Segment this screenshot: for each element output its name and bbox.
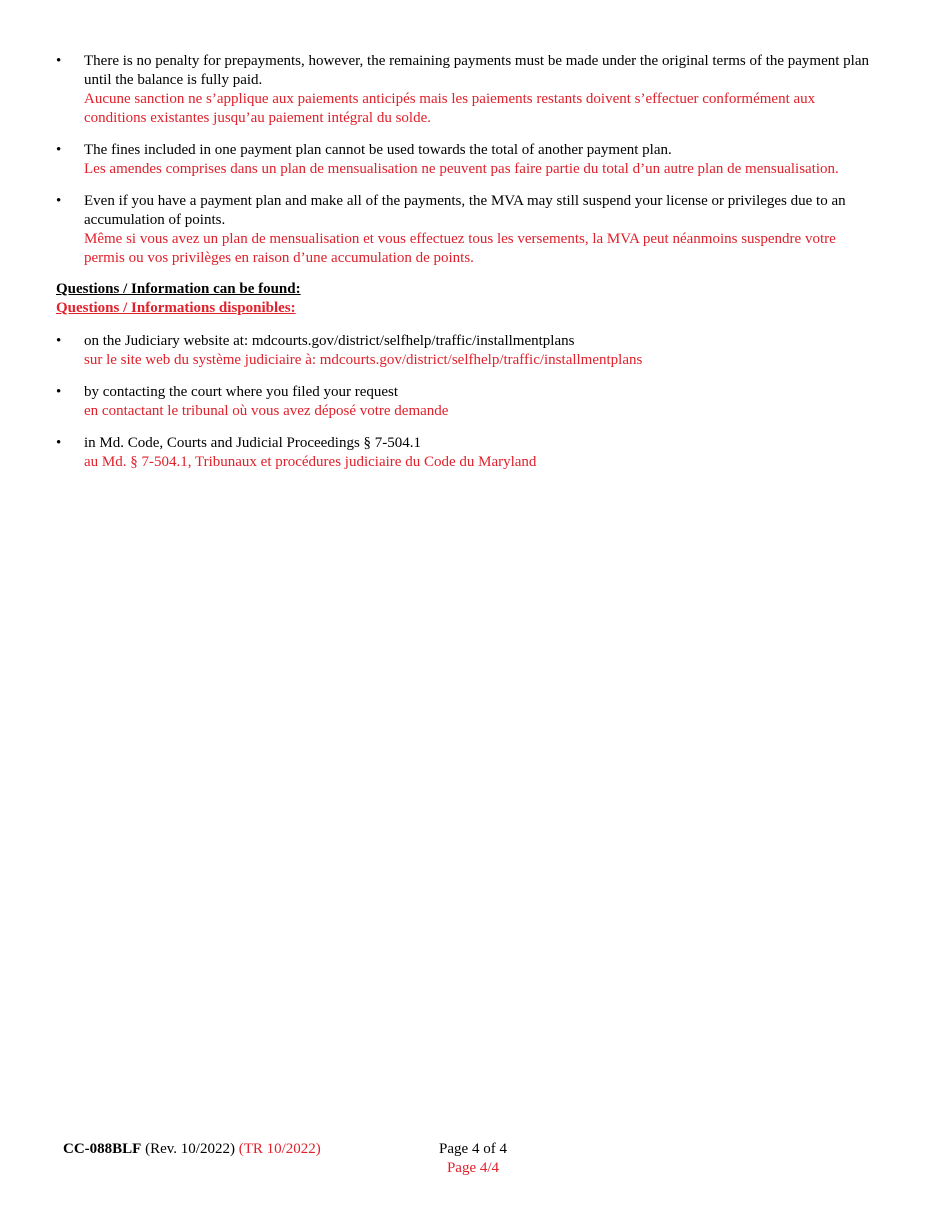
bullet-text-en: There is no penalty for prepayments, however, the remaining payments must be made under the original terms of the payment plan until the balance is fully paid. bbox=[84, 53, 869, 88]
bullet-item-fines bbox=[56, 141, 871, 179]
bullet-item-prepayment bbox=[56, 52, 871, 128]
page-number-en: Page 4 of 4 bbox=[439, 1141, 507, 1157]
bullet-item-contact-court bbox=[56, 383, 871, 421]
bullet-icon: • bbox=[56, 435, 62, 451]
bullet-text-en: The fines included in one payment plan cannot be used towards the total of another payment plan. bbox=[84, 142, 672, 158]
bullet-text-fr: au Md. § 7-504.1, Tribunaux et procédures judiciaire du Code du Maryland bbox=[84, 454, 537, 470]
bullet-text-en: on the Judiciary website at: mdcourts.gov/district/selfhelp/traffic/installmentplans bbox=[84, 333, 575, 349]
footer-form-info bbox=[63, 1140, 321, 1159]
footer-page-number bbox=[438, 1140, 508, 1178]
questions-heading-en: Questions / Information can be found: bbox=[56, 281, 301, 297]
bullet-icon: • bbox=[56, 53, 62, 69]
page-number-fr: Page 4/4 bbox=[446, 1160, 500, 1176]
bullet-text-fr: en contactant le tribunal où vous avez déposé votre demande bbox=[84, 403, 449, 419]
translation-revision: (TR 10/2022) bbox=[238, 1141, 321, 1157]
form-id: CC-088BLF bbox=[63, 1141, 142, 1157]
bullet-icon: • bbox=[56, 142, 62, 158]
bullet-text-fr: Même si vous avez un plan de mensualisation et vous effectuez tous les versements, la MVA peut néanmoins suspendre votre permis ou vos privilèges en raison d’une accumulation de points. bbox=[84, 231, 836, 266]
bullet-item-website bbox=[56, 332, 871, 370]
questions-heading-fr: Questions / Informations disponibles: bbox=[56, 300, 296, 316]
bullet-text-en: Even if you have a payment plan and make all of the payments, the MVA may still suspend your license or privileges due to an accumulation of points. bbox=[84, 193, 846, 228]
bullet-text-en: by contacting the court where you filed your request bbox=[84, 384, 399, 400]
bullet-icon: • bbox=[56, 384, 62, 400]
bullet-text-fr: Les amendes comprises dans un plan de mensualisation ne peuvent pas faire partie du total d’un autre plan de mensualisation. bbox=[84, 161, 839, 177]
bullet-text-fr: sur le site web du système judiciaire à: mdcourts.gov/district/selfhelp/traffic/installmentplans bbox=[84, 352, 643, 368]
bullet-icon: • bbox=[56, 193, 62, 209]
bullet-text-en: in Md. Code, Courts and Judicial Proceedings § 7-504.1 bbox=[84, 435, 422, 451]
bullet-icon: • bbox=[56, 333, 62, 349]
bullet-item-mva-points bbox=[56, 192, 871, 268]
bullet-item-md-code bbox=[56, 434, 871, 472]
form-revision: (Rev. 10/2022) bbox=[145, 1141, 235, 1157]
bullet-text-fr: Aucune sanction ne s’applique aux paiements anticipés mais les paiements restants doivent s’effectuer conformément aux conditions existantes jusqu’au paiement intégral du solde. bbox=[84, 91, 816, 126]
